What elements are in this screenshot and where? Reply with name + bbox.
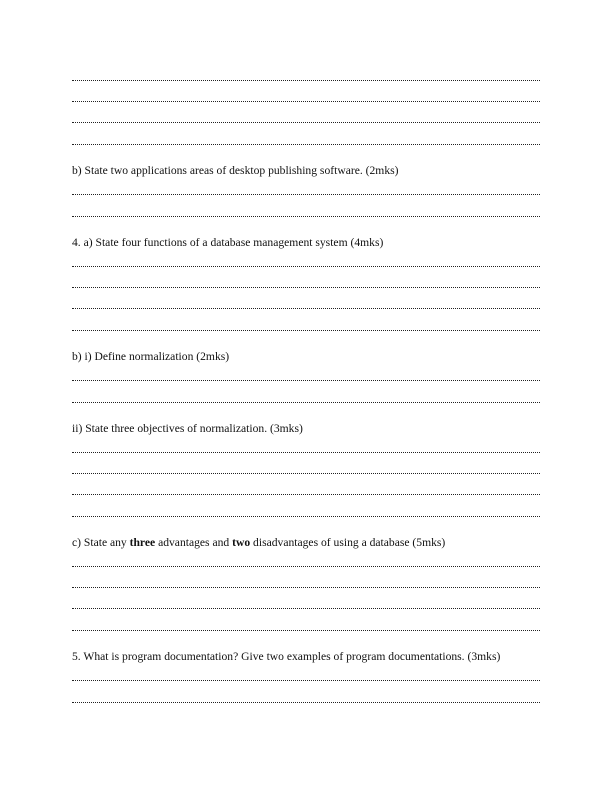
answer-line bbox=[72, 680, 540, 681]
answer-line bbox=[72, 702, 540, 703]
question-4a: 4. a) State four functions of a database management system (4mks) bbox=[72, 236, 384, 249]
answer-line bbox=[72, 587, 540, 588]
question-4b-ii: ii) State three objectives of normalization. (3mks) bbox=[72, 422, 303, 435]
question-3b: b) State two applications areas of desktop publishing software. (2mks) bbox=[72, 164, 399, 177]
answer-line bbox=[72, 101, 540, 102]
answer-line bbox=[72, 216, 540, 217]
answer-line bbox=[72, 473, 540, 474]
question-4c-text-3: disadvantages of using a database (5mks) bbox=[250, 536, 446, 549]
answer-line bbox=[72, 266, 540, 267]
answer-line bbox=[72, 380, 540, 381]
question-4b-i: b) i) Define normalization (2mks) bbox=[72, 350, 230, 363]
answer-line bbox=[72, 144, 540, 145]
answer-line bbox=[72, 80, 540, 81]
answer-line bbox=[72, 494, 540, 495]
answer-line bbox=[72, 516, 540, 517]
answer-line bbox=[72, 402, 540, 403]
question-4c-bold-two: two bbox=[232, 536, 251, 549]
answer-line bbox=[72, 308, 540, 309]
answer-line bbox=[72, 630, 540, 631]
answer-line bbox=[72, 122, 540, 123]
question-4c-text-2: advantages and bbox=[155, 536, 233, 549]
answer-line bbox=[72, 330, 540, 331]
answer-line bbox=[72, 452, 540, 453]
answer-line bbox=[72, 608, 540, 609]
answer-line bbox=[72, 194, 540, 195]
question-5: 5. What is program documentation? Give two examples of program documentations. (3mks) bbox=[72, 650, 501, 663]
answer-line bbox=[72, 566, 540, 567]
answer-line bbox=[72, 287, 540, 288]
question-4c-bold-three: three bbox=[129, 536, 156, 549]
question-4c bbox=[72, 536, 445, 550]
question-4c-text-1: c) State any bbox=[72, 536, 130, 549]
